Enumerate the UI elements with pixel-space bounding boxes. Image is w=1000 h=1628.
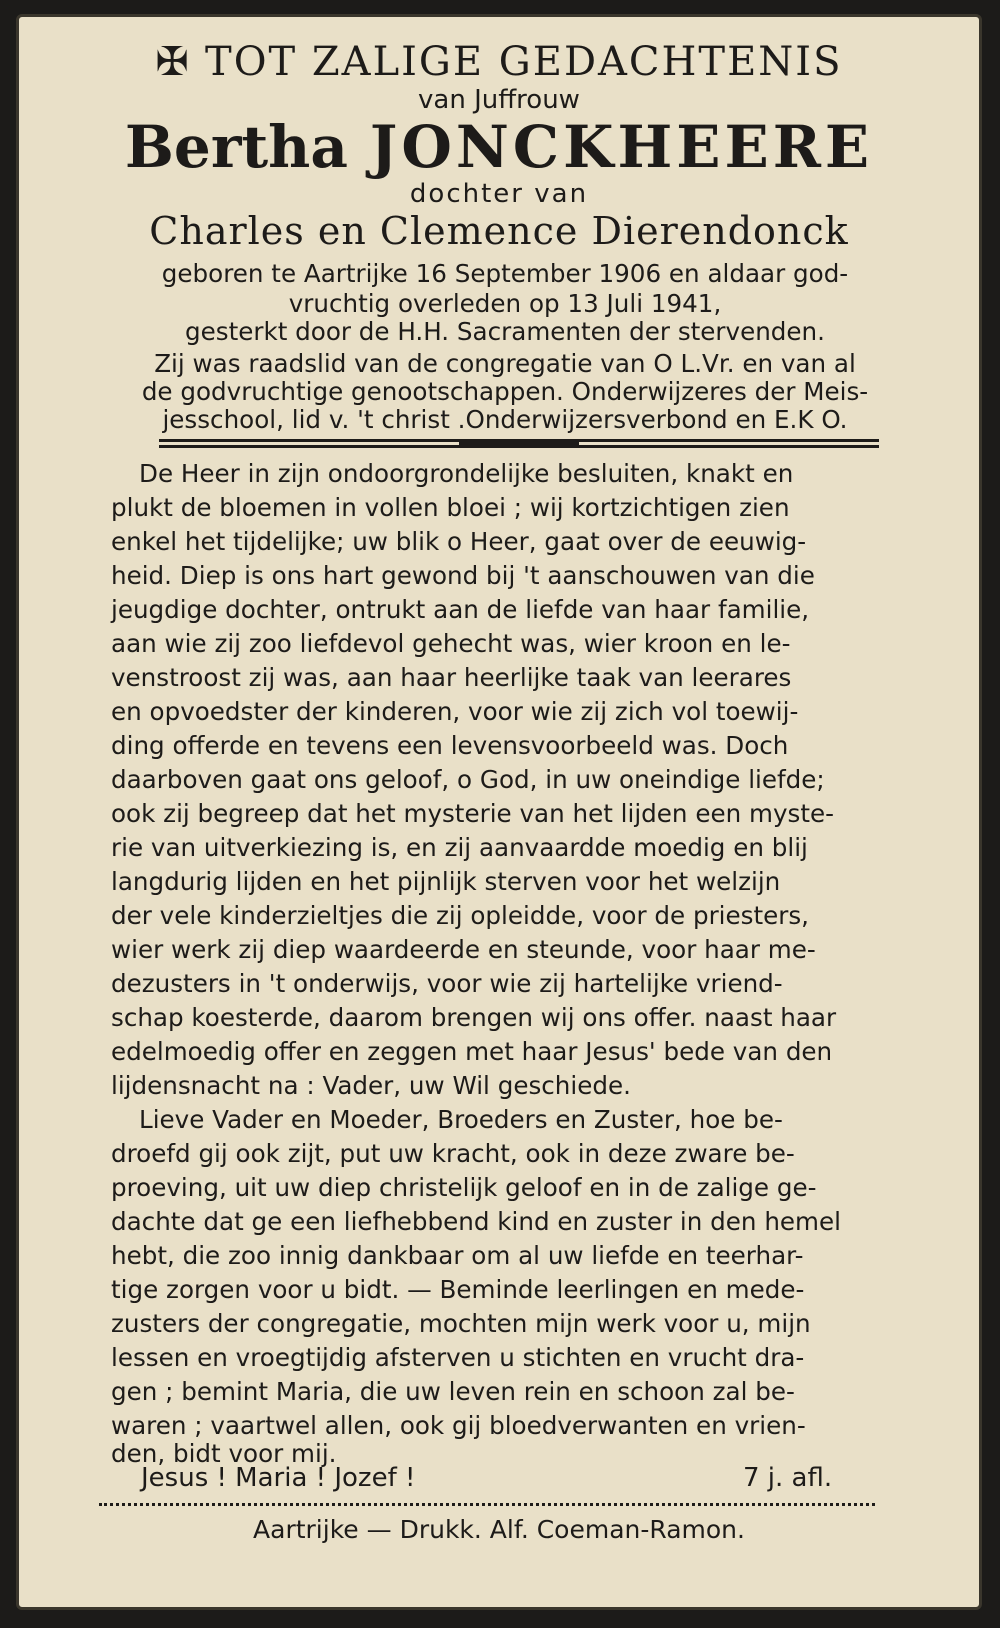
body-line: ook zij begreep dat het mysterie van het lijden een myste- <box>111 799 834 828</box>
bio-line: jesschool, lid v. 't christ .Onderwijzersverbond en E.K O. <box>162 405 848 434</box>
body-line: dachte dat ge een liefhebbend kind en zuster in den hemel <box>111 1207 841 1236</box>
body-line: venstroost zij was, aan haar heerlijke taak van leerares <box>111 663 792 692</box>
body-line: aan wie zij zoo liefdevol gehecht was, wier kroon en le- <box>111 629 791 658</box>
last-name: JONCKHEERE <box>369 113 874 181</box>
body-line: jeugdige dochter, ontrukt aan de liefde van haar familie, <box>111 595 810 624</box>
bio-line: vruchtig overleden op 13 Juli 1941, <box>288 289 722 318</box>
memorial-card <box>16 14 982 1610</box>
body-line: proeving, uit uw diep christelijk geloof en in de zalige ge- <box>111 1173 817 1202</box>
body-line: waren ; vaartwel allen, ook gij bloedverwanten en vrien- <box>111 1411 806 1440</box>
body-line: edelmoedig offer en zeggen met haar Jesus' bede van den <box>111 1037 833 1066</box>
bio-line: de godvruchtige genootschappen. Onderwijzeres der Meis- <box>141 377 869 406</box>
separator-rule <box>159 439 879 448</box>
body-line: plukt de bloemen in vollen bloei ; wij kortzichtigen zien <box>111 493 790 522</box>
body-line: tige zorgen voor u bidt. — Beminde leerlingen en mede- <box>111 1275 805 1304</box>
body-line: enkel het tijdelijke; uw blik o Heer, gaat over de eeuwig- <box>111 527 807 556</box>
body-line: De Heer in zijn ondoorgrondelijke besluiten, knakt en <box>139 459 794 488</box>
closing-invocation: Jesus ! Maria ! Jozef ! <box>141 1463 416 1493</box>
parents-names: Charles en Clemence Dierendonck <box>149 209 849 253</box>
deceased-name <box>19 113 979 181</box>
dotted-separator <box>99 1503 875 1506</box>
body-line: hebt, die zoo innig dankbaar om al uw liefde en teerhar- <box>111 1241 804 1270</box>
cross-icon: ✠ <box>155 39 192 85</box>
first-name: Bertha <box>124 113 348 181</box>
body-line: dezusters in 't onderwijs, voor wie zij hartelijke vriend- <box>111 969 783 998</box>
printer-line: Aartrijke — Drukk. Alf. Coeman-Ramon. <box>253 1515 745 1544</box>
body-line: lijdensnacht na : Vader, uw Wil geschiede. <box>111 1071 631 1100</box>
body-line: lessen en vroegtijdig afsterven u stichten en vrucht dra- <box>111 1343 805 1372</box>
dochter-van: dochter van <box>409 179 589 209</box>
body-line: Lieve Vader en Moeder, Broeders en Zuster, hoe be- <box>139 1105 783 1134</box>
title-text: TOT ZALIGE GEDACHTENIS <box>205 39 843 85</box>
body-line: langdurig lijden en het pijnlijk sterven voor het welzijn <box>111 867 781 896</box>
bio-line: geboren te Aartrijke 16 September 1906 en aldaar god- <box>161 259 849 288</box>
bio-line: Zij was raadslid van de congregatie van O L.Vr. en van al <box>154 349 856 378</box>
body-line: wier werk zij diep waardeerde en steunde, voor haar me- <box>111 935 816 964</box>
body-line: ding offerde en tevens een levensvoorbeeld was. Doch <box>111 731 789 760</box>
body-line: en opvoedster der kinderen, voor wie zij zich vol toewij- <box>111 697 799 726</box>
indulgence-note: 7 j. afl. <box>743 1463 833 1493</box>
body-line: gen ; bemint Maria, die uw leven rein en schoon zal be- <box>111 1377 795 1406</box>
body-line: der vele kinderzieltjes die zij opleidde, voor de priesters, <box>111 901 809 930</box>
card-title <box>19 39 979 85</box>
body-line: schap koesterde, daarom brengen wij ons offer. naast haar <box>111 1003 837 1032</box>
body-line: den, bidt voor mij. <box>111 1439 337 1468</box>
body-line: daarboven gaat ons geloof, o God, in uw oneindige liefde; <box>111 765 825 794</box>
bio-line: gesterkt door de H.H. Sacramenten der stervenden. <box>185 317 825 346</box>
body-line: droefd gij ook zijt, put uw kracht, ook in deze zware be- <box>111 1139 795 1168</box>
van-juffrouw: van Juffrouw <box>418 85 580 115</box>
body-line: rie van uitverkiezing is, en zij aanvaardde moedig en blij <box>111 833 808 862</box>
body-line: zusters der congregatie, mochten mijn werk voor u, mijn <box>111 1309 811 1338</box>
body-line: heid. Diep is ons hart gewond bij 't aanschouwen van die <box>111 561 815 590</box>
